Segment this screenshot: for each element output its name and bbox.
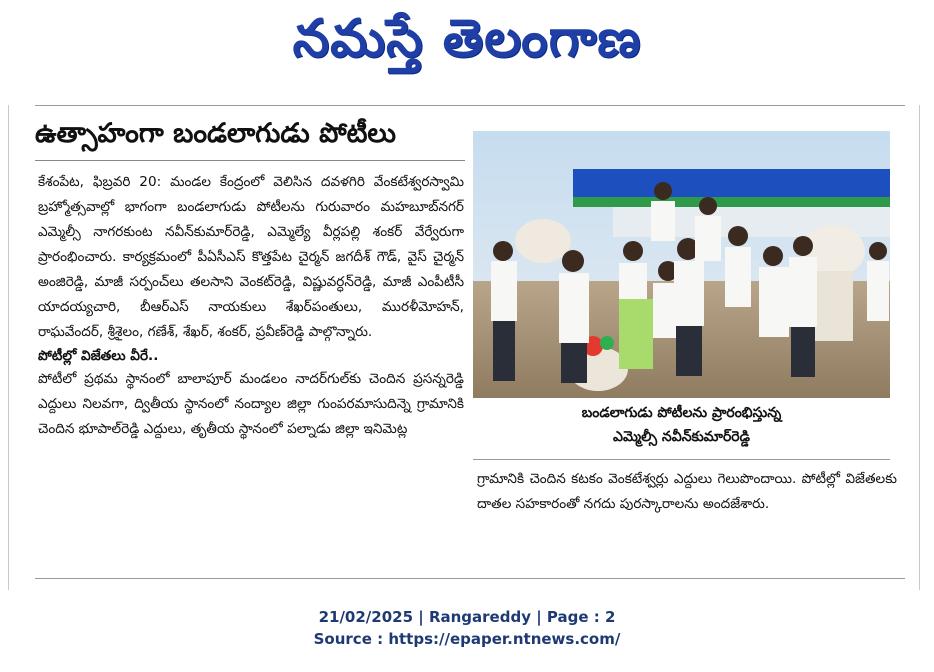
photo-caption-line-1: బండలాగుడు పోటీలను ప్రారంభిస్తున్న [581, 405, 782, 421]
photo-caption [473, 401, 890, 457]
newspaper-logo: నమస్తే తెలంగాణ [292, 8, 642, 69]
article-body-paragraph-2: పోటీలో ప్రథమ స్థానంలో బాలాపూర్ మండలం నాదర్‌గుల్‌కు చెందిన ప్రసన్నరెడ్డి ఎద్దులు నిలవగా, ద్వితీయ స్థానంలో నంద్యాల జిల్లా గుంపరమాసుదిన్నె గ్రామానికి చెందిన భూపాల్‌రెడ్డి ఎద్దులు, తృతీయ స్థానంలో పల్నాడు జిల్లా ఇనిమెట్ల [38, 371, 464, 437]
article-photo [473, 131, 890, 398]
source-link[interactable]: Source : https://epaper.ntnews.com/ [313, 630, 621, 648]
article-body-paragraph-3: గ్రామానికి చెందిన కటకం వెంకటేశ్వర్లు ఎద్దులు గెలుపొందాయి. పోటీల్లో విజేతలకు దాతల సహకారంతో నగదు పురస్కారాలను అందజేశారు. [477, 471, 897, 512]
winners-subheading: పోటీల్లో విజేతలు వీరే.. [38, 348, 159, 364]
article-body-paragraph-1: కేశంపేట, ఫిబ్రవరి 20: మండల కేంద్రంలో వెలిసిన దవళగిరి వేంకటేశ్వరస్వామి బ్రహ్మోత్సవాల్లో భాగంగా బండలాగుడు పోటీలను గురువారం మహబూబ్‌నగర్ ఎమ్మెల్సీ నాగరకుంట నవీన్‌కుమార్‌రెడ్డి, ఎమ్మెల్యే వీర్లపల్లి శంకర్ వేర్వేరుగా ప్రారంభించారు. కార్యక్రమంలో పీఏసీఎస్ కొత్తపేట చైర్మన్ జగదీశ్ గౌడ్, వైస్ చైర్మన్ అంజిరెడ్డి, మాజీ సర్పంచ్‌లు తలసాని వెంకట్‌రెడ్డి, విష్ణువర్ధన్‌రెడ్డి, మాజీ ఎంపీటీసీ యాదయ్యచారి, బీఆర్ఎస్ నాయకులు శేఖర్‌పంతులు, మురళీమోహన్, రాఘవేందర్, శ్రీశైలం, గణేశ్, శేఖర్, శంకర్, ప్రవీణ్‌రెడ్డి పాల్గొన్నారు. [38, 174, 464, 340]
photo-caption-line-2: ఎమ్మెల్సీ నవీన్‌కుమార్‌రెడ్డి [613, 429, 750, 445]
edition-info: 21/02/2025 | Rangareddy | Page : 2 [318, 608, 616, 626]
article-right-column [477, 467, 897, 517]
article-left-column [38, 170, 464, 442]
article-bottom-border [35, 578, 905, 579]
masthead [0, 2, 934, 88]
article-top-border [35, 105, 905, 106]
article-right-border [919, 105, 920, 590]
headline-divider [35, 160, 465, 161]
article-headline: ఉత్సాహంగా బండలాగుడు పోటీలు [35, 118, 396, 149]
article-left-border [8, 105, 9, 590]
caption-divider [473, 459, 890, 460]
page-footer [0, 606, 934, 650]
